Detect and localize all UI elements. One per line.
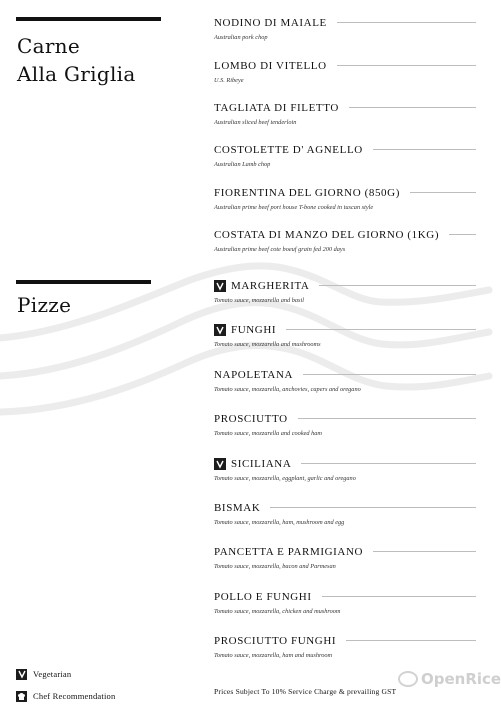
dotted-rule — [337, 22, 476, 23]
menu-item-napoletana — [214, 367, 476, 399]
menu-item-bismak — [214, 500, 476, 532]
legend-vegetarian — [16, 668, 115, 680]
menu-item-name: MARGHERITA — [231, 279, 310, 292]
menu-item-pollo-e-funghi — [214, 589, 476, 621]
menu-item-description: Tomato sauce, mozzarella, bacon and Parmesan — [214, 563, 336, 570]
menu-item-name: POLLO E FUNGHI — [214, 590, 312, 603]
menu-item-name: FUNGHI — [231, 323, 277, 336]
legend-vegetarian-label: Vegetarian — [33, 669, 72, 679]
menu-item-description: U.S. Ribeye — [214, 77, 244, 84]
menu-item-description: Australian prime beef port house T-bone cooked in tuscan style — [214, 204, 374, 211]
dotted-rule — [373, 551, 476, 552]
menu-item-nodino-di-maiale — [214, 15, 476, 47]
dotted-rule — [449, 234, 476, 235]
service-charge-note: Prices Subject To 10% Service Charge & prevailing GST — [214, 687, 397, 696]
menu-item-description: Australian pork chop — [214, 34, 268, 41]
dotted-rule — [373, 149, 476, 150]
dotted-rule — [301, 463, 476, 464]
menu-item-name: NAPOLETANA — [214, 368, 294, 381]
legend-chef-recommendation — [16, 690, 115, 702]
menu-item-description: Tomato sauce, mozzarella, eggplant, garlic and oregano — [214, 475, 356, 482]
menu-item-name: BISMAK — [214, 501, 261, 514]
vegetarian-icon — [16, 669, 27, 680]
menu-item-prosciutto-funghi — [214, 633, 476, 665]
section-title-grill-line2: Alla Griglia — [17, 62, 136, 86]
dotted-rule — [346, 640, 476, 641]
menu-item-name: TAGLIATA DI FILETTO — [214, 101, 339, 114]
section-divider-pizza — [16, 280, 151, 284]
menu-item-name: SICILIANA — [231, 457, 292, 470]
legend-chef-label: Chef Recommendation — [33, 691, 116, 701]
dotted-rule — [270, 507, 476, 508]
menu-item-margherita — [214, 278, 476, 310]
menu-item-lombo-di-vitello — [214, 58, 476, 90]
menu-item-description: Australian prime beef cote boeuf grain fed 200 days — [214, 246, 346, 253]
menu-item-funghi — [214, 322, 476, 354]
openrice-watermark — [398, 670, 501, 688]
dotted-rule — [322, 596, 476, 597]
menu-item-description: Tomato sauce, mozzarella, ham, mushroom and egg — [214, 519, 345, 526]
menu-item-name: COSTATA DI MANZO DEL GIORNO (1KG) — [214, 228, 440, 241]
menu-item-description: Tomato sauce, mozzarella, ham and mushroom — [214, 652, 333, 659]
vegetarian-icon — [214, 324, 226, 336]
vegetarian-icon — [214, 280, 226, 292]
menu-item-pancetta-e-parmigiano — [214, 544, 476, 576]
dotted-rule — [337, 65, 476, 66]
watermark-text: OpenRice — [421, 670, 501, 688]
menu-item-siciliana — [214, 456, 476, 488]
vegetarian-icon — [214, 458, 226, 470]
dotted-rule — [349, 107, 476, 108]
menu-item-costata-di-manzo — [214, 227, 476, 259]
section-title-pizza — [17, 291, 71, 319]
menu-item-description: Tomato sauce, mozzarella and mushrooms — [214, 341, 321, 348]
section-title-grill — [17, 32, 136, 88]
menu-item-tagliata-di-filetto — [214, 100, 476, 132]
section-divider-grill — [16, 17, 161, 21]
menu-item-description: Australian sliced beef tenderloin — [214, 119, 297, 126]
menu-item-name: PROSCIUTTO FUNGHI — [214, 634, 337, 647]
dotted-rule — [298, 418, 476, 419]
menu-item-costolette-d-agnello — [214, 142, 476, 174]
menu-item-description: Tomato sauce, mozzarella, chicken and mushroom — [214, 608, 341, 615]
menu-item-fiorentina-del-giorno — [214, 185, 476, 217]
menu-item-name: FIORENTINA DEL GIORNO (850G) — [214, 186, 400, 199]
dotted-rule — [303, 374, 476, 375]
menu-item-name: COSTOLETTE D' AGNELLO — [214, 143, 363, 156]
menu-item-description: Tomato sauce, mozzarella, anchovies, capers and oregano — [214, 386, 361, 393]
section-title-pizza-text: Pizze — [17, 293, 72, 317]
chef-hat-icon — [16, 691, 27, 702]
section-title-grill-line1: Carne — [17, 34, 81, 58]
menu-item-prosciutto — [214, 411, 476, 443]
dotted-rule — [410, 192, 476, 193]
menu-item-description: Australian Lamb chop — [214, 161, 271, 168]
menu-legend — [16, 668, 115, 712]
dotted-rule — [286, 329, 476, 330]
menu-item-name: PROSCIUTTO — [214, 412, 288, 425]
menu-item-description: Tomato sauce, mozzarella and cooked ham — [214, 430, 322, 437]
dotted-rule — [319, 285, 476, 286]
menu-item-name: LOMBO DI VITELLO — [214, 59, 327, 72]
menu-item-description: Tomato sauce, mozzarella and basil — [214, 297, 304, 304]
openrice-logo-icon — [398, 671, 418, 687]
menu-item-name: NODINO DI MAIALE — [214, 16, 327, 29]
menu-item-name: PANCETTA E PARMIGIANO — [214, 545, 364, 558]
